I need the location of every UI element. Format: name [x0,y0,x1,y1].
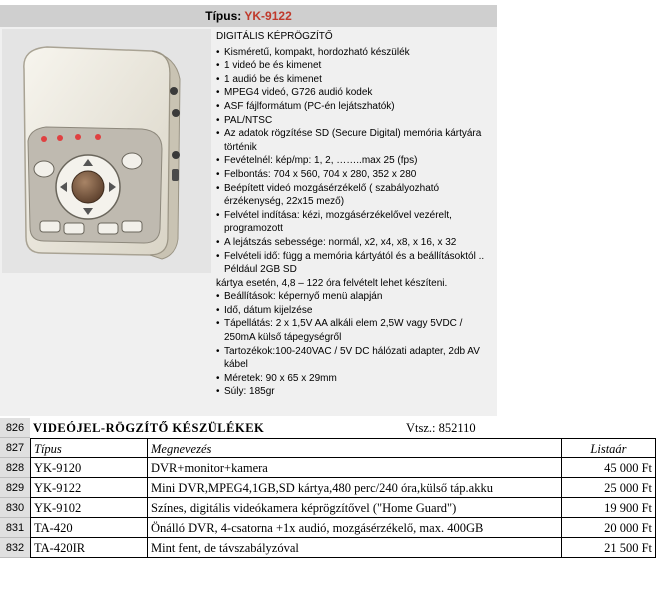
product-subtitle: DIGITÁLIS KÉPRÖGZÍTŐ [216,31,333,42]
feature-item: • Tartozékok:100-240VAC / 5V DC hálózati adapter, 2db AV kábel [216,345,494,372]
feature-item: • 1 audió be és kimenet [216,73,494,87]
row-number[interactable]: 829 [0,478,30,498]
cell-name[interactable]: Önálló DVR, 4-csatorna +1x audió, mozgásérzékelő, max. 400GB [148,518,562,538]
row-number[interactable]: 826 [0,418,30,438]
cell-name[interactable]: Mini DVR,MPEG4,1GB,SD kártya,480 perc/240 óra,külső táp.akku [148,478,562,498]
cell-type[interactable]: TA-420 [30,518,148,538]
cell-name[interactable]: Színes, digitális videókamera képrögzítővel ("Home Guard") [148,498,562,518]
product-model: YK-9122 [244,9,292,23]
feature-item: • Fevételnél: kép/mp: 1, 2, ……..max 25 (fps) [216,154,494,168]
table-row [0,498,668,518]
cell-price[interactable]: 21 500 Ft [562,538,656,558]
row-number[interactable]: 832 [0,538,30,558]
feature-item: • Tápellátás: 2 x 1,5V AA alkáli elem 2,5W vagy 5VDC / 250mA külső tápegységről [216,317,494,344]
row-number[interactable]: 828 [0,458,30,478]
feature-item: • Felvételi idő: függ a memória kártyától és a beállításoktól .. Például 2GB SD [216,250,494,277]
table-row [0,458,668,478]
feature-item: • MPEG4 videó, G726 audió kodek [216,86,494,100]
feature-item: • 1 videó be és kimenet [216,59,494,73]
cell-name[interactable]: DVR+monitor+kamera [148,458,562,478]
table-row [0,538,668,558]
product-photo [2,29,211,273]
feature-item: • Súly: 185gr [216,385,494,399]
row-number[interactable]: 827 [0,438,30,458]
cell-type[interactable]: YK-9122 [30,478,148,498]
feature-item: • Méretek: 90 x 65 x 29mm [216,372,494,386]
header-price[interactable]: Listaár [562,438,656,458]
feature-item: • Idő, dátum kijelzése [216,304,494,318]
table-row [0,518,668,538]
vtsz-code[interactable]: Vtsz.: 852110 [406,421,476,435]
product-description [216,30,494,399]
sheet-header-row [0,438,668,458]
sheet-data-rows [0,458,668,558]
cell-price[interactable]: 19 900 Ft [562,498,656,518]
row-number[interactable]: 830 [0,498,30,518]
feature-item: • PAL/NTSC [216,114,494,128]
sheet-heading-row [0,418,668,438]
feature-item: • Az adatok rögzítése SD (Secure Digital) memória kártyára történik [216,127,494,154]
dvr-device-illustration [2,29,211,273]
row-number[interactable]: 831 [0,518,30,538]
feature-item: • Beállítások: képernyő menü alapján [216,290,494,304]
product-title-bar [0,5,497,27]
section-title[interactable]: VIDEÓJEL-RÖGZÍTŐ KÉSZÜLÉKEK [33,421,265,435]
header-name[interactable]: Megnevezés [148,438,562,458]
cell-name[interactable]: Mint fent, de távszabályzóval [148,538,562,558]
table-row [0,478,668,498]
cell-price[interactable]: 20 000 Ft [562,518,656,538]
feature-item: • Beépített videó mozgásérzékelő ( szabályozható érzékenység, 22x15 mező) [216,182,494,209]
cell-type[interactable]: YK-9102 [30,498,148,518]
feature-item: kártya esetén, 4,8 – 122 óra felvételt lehet készíteni. [216,277,448,289]
cell-price[interactable]: 25 000 Ft [562,478,656,498]
product-card [0,5,497,416]
cell-type[interactable]: TA-420IR [30,538,148,558]
feature-item: • Kisméretű, kompakt, hordozható készülék [216,46,494,60]
feature-item: • Felvétel indítása: kézi, mozgásérzékelővel vezérelt, programozott [216,209,494,236]
title-prefix: Típus: [205,9,242,23]
feature-item: • A lejátszás sebessége: normál, x2, x4, x8, x 16, x 32 [216,236,494,250]
cell-type[interactable]: YK-9120 [30,458,148,478]
cell-price[interactable]: 45 000 Ft [562,458,656,478]
price-sheet [0,418,668,558]
header-type[interactable]: Típus [30,438,148,458]
feature-item: • ASF fájlformátum (PC-én lejátszhatók) [216,100,494,114]
feature-list [216,46,494,399]
feature-item: • Felbontás: 704 x 560, 704 x 280, 352 x 280 [216,168,494,182]
